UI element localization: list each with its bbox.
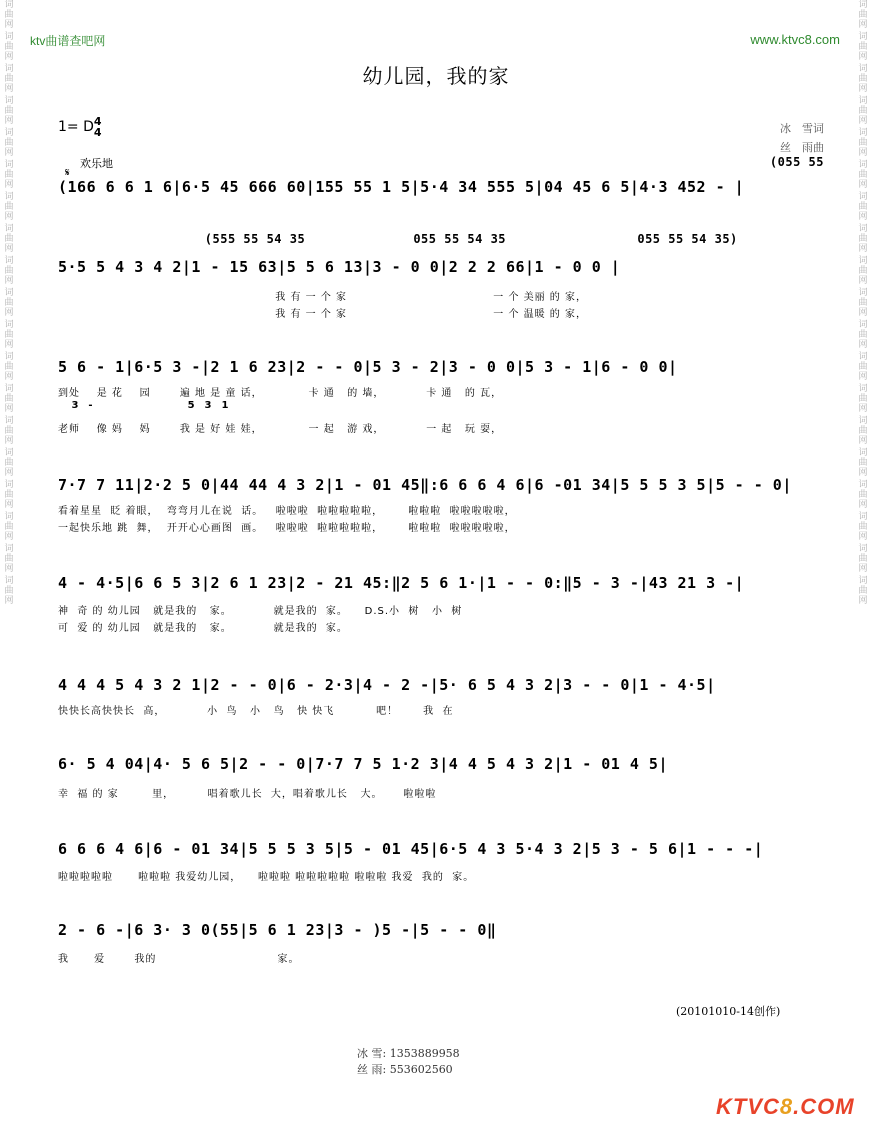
left-side-watermark <box>2 0 16 608</box>
side-watermark-mark: 词 曲 网 <box>858 320 868 350</box>
site-logo: KTVC8.COM <box>716 1094 855 1119</box>
song-title: 幼儿园，我的家 <box>362 64 510 88</box>
side-watermark-mark: 词 曲 网 <box>858 576 868 606</box>
lyricist-credit: 冰 雪词 <box>780 122 824 135</box>
lyric-line: 我 有 一 个 家 一 个 温暖 的 家， <box>58 309 587 320</box>
side-watermark-mark: 词 曲 网 <box>4 480 14 510</box>
score-line-2: 5·5 5 4 3 4 2|1 - 15 63|5 5 6 13|3 - 0 0|2 2 2 66|1 - 0 0 | <box>58 258 621 276</box>
side-watermark-mark: 词 曲 网 <box>858 192 868 222</box>
lyric-line: 我 爱 我的 家。 <box>58 954 300 965</box>
lyric-line: 啦啦啦啦啦 啦啦啦 我爱幼儿园， 啦啦啦 啦啦啦啦啦 啦啦啦 我爱 我的 家。 <box>58 872 475 883</box>
score-line-4: 7·7 7 11|2·2 5 0|44 44 4 3 2|1 - 01 45‖:6 6 6 4 6|6 -01 34|5 5 5 3 5|5 - - 0| <box>58 476 792 494</box>
site-watermark-left: ktv曲谱查吧网 <box>30 34 106 48</box>
score-line-3: 5 6 - 1|6·5 3 -|2 1 6 23|2 - - 0|5 3 - 2|3 - 0 0|5 3 - 1|6 - 0 0| <box>58 358 678 376</box>
right-side-watermark <box>856 0 870 608</box>
side-watermark-mark: 词 曲 网 <box>4 160 14 190</box>
side-watermark-mark: 词 曲 网 <box>858 352 868 382</box>
side-watermark-mark: 词 曲 网 <box>4 512 14 542</box>
score-line-7: 6· 5 4 04|4· 5 6 5|2 - - 0|7·7 7 5 1·2 3|4 4 5 4 3 2|1 - 01 4 5| <box>58 755 668 773</box>
side-watermark-mark: 词 曲 网 <box>858 256 868 286</box>
side-watermark-mark: 词 曲 网 <box>4 352 14 382</box>
side-watermark-mark: 词 曲 网 <box>858 416 868 446</box>
side-watermark-mark: 词 曲 网 <box>4 0 14 30</box>
side-watermark-mark: 词 曲 网 <box>858 32 868 62</box>
side-watermark-mark: 词 曲 网 <box>4 128 14 158</box>
side-watermark-mark: 词 曲 网 <box>4 320 14 350</box>
key-label: 1= D <box>58 119 94 135</box>
side-watermark-mark: 词 曲 网 <box>858 128 868 158</box>
side-watermark-mark: 词 曲 网 <box>4 416 14 446</box>
side-watermark-mark: 词 曲 网 <box>858 448 868 478</box>
side-watermark-mark: 词 曲 网 <box>4 544 14 574</box>
score-line-1: (166 6 6 1 6|6·5 45 666 60|155 55 1 5|5·4 34 555 5|04 45 6 5|4·3 452 - | <box>58 178 745 196</box>
composer-credit: 丝 雨曲 <box>780 141 824 154</box>
time-signature: 4 4 <box>93 115 102 139</box>
side-watermark-mark: 词 曲 网 <box>858 64 868 94</box>
alt-notes-line: 3 - 5 3 1 <box>58 400 230 411</box>
side-watermark-mark: 词 曲 网 <box>858 480 868 510</box>
lyric-line: 神 奇 的 幼儿园 就是我的 家。 就是我的 家。 D.S.小 树 小 树 <box>58 606 463 617</box>
side-watermark-mark: 词 曲 网 <box>858 160 868 190</box>
score-line-5: 4 - 4·5|6 6 5 3|2 6 1 23|2 - 21 45:‖2 5 6 1·|1 - - 0:‖5 - 3 -|43 21 3 -| <box>58 574 745 592</box>
side-watermark-mark: 词 曲 网 <box>4 96 14 126</box>
lyric-line: 我 有 一 个 家 一 个 美丽 的 家， <box>58 292 587 303</box>
tempo-marking: 欢乐地 <box>80 157 113 170</box>
site-watermark-right: www.ktvc8.com <box>750 32 840 47</box>
side-watermark-mark: 词 曲 网 <box>858 544 868 574</box>
segno-icon: 𝄋 <box>65 166 70 179</box>
lyric-line: 看着星星 眨 着眼， 弯弯月儿在说 话。 啦啦啦 啦啦啦啦啦， 啦啦啦 啦啦啦啦啦， <box>58 506 516 517</box>
side-watermark-mark: 词 曲 网 <box>4 288 14 318</box>
side-watermark-mark: 词 曲 网 <box>4 448 14 478</box>
side-watermark-mark: 词 曲 网 <box>4 224 14 254</box>
side-watermark-mark: 词 曲 网 <box>4 32 14 62</box>
lyric-line: 可 爱 的 幼儿园 就是我的 家。 就是我的 家。 <box>58 623 348 634</box>
lyric-line: 老师 像 妈 妈 我 是 好 娃 娃， 一 起 游 戏， 一 起 玩 耍， <box>58 424 503 435</box>
score-line-9: 2 - 6 -|6 3· 3 0(55|5 6 1 23|3 - )5 -|5 - - 0‖ <box>58 921 497 939</box>
side-watermark-mark: 词 曲 网 <box>4 192 14 222</box>
composition-date: (20101010-14创作) <box>676 1005 781 1018</box>
side-watermark-mark: 词 曲 网 <box>858 0 868 30</box>
side-watermark-mark: 词 曲 网 <box>858 512 868 542</box>
contact-line: 丝 雨: 553602560 <box>357 1063 453 1076</box>
lyric-line: 快快长高快快长 高， 小 鸟 小 鸟 快 快飞 吧！ 我 在 <box>58 706 454 717</box>
score-upper-line-2: (555 55 54 35 055 55 54 35 055 55 54 35) <box>58 232 738 246</box>
score-line-8: 6 6 6 4 6|6 - 01 34|5 5 5 3 5|5 - 01 45|6·5 4 3 5·4 3 2|5 3 - 5 6|1 - - -| <box>58 840 764 858</box>
contact-line: 冰 雪: 1353889958 <box>357 1047 460 1060</box>
side-watermark-mark: 词 曲 网 <box>4 576 14 606</box>
side-watermark-mark: 词 曲 网 <box>858 288 868 318</box>
lyric-line: 幸 福 的 家 里， 唱着歌儿长 大，唱着歌儿长 大。 啦啦啦 <box>58 789 437 800</box>
side-watermark-mark: 词 曲 网 <box>858 224 868 254</box>
side-watermark-mark: 词 曲 网 <box>4 256 14 286</box>
side-watermark-mark: 词 曲 网 <box>858 384 868 414</box>
pickup-notes: (055 55 <box>769 155 824 169</box>
lyric-line: 到处 是 花 园 遍 地 是 童 话， 卡 通 的 墙， 卡 通 的 瓦， <box>58 388 503 399</box>
score-line-6: 4 4 4 5 4 3 2 1|2 - - 0|6 - 2·3|4 - 2 -|5· 6 5 4 3 2|3 - - 0|1 - 4·5| <box>58 676 716 694</box>
side-watermark-mark: 词 曲 网 <box>4 64 14 94</box>
side-watermark-mark: 词 曲 网 <box>858 96 868 126</box>
side-watermark-mark: 词 曲 网 <box>4 384 14 414</box>
key-signature <box>58 116 102 138</box>
lyric-line: 一起快乐地 跳 舞， 开开心心画图 画。 啦啦啦 啦啦啦啦啦， 啦啦啦 啦啦啦啦啦， <box>58 523 516 534</box>
